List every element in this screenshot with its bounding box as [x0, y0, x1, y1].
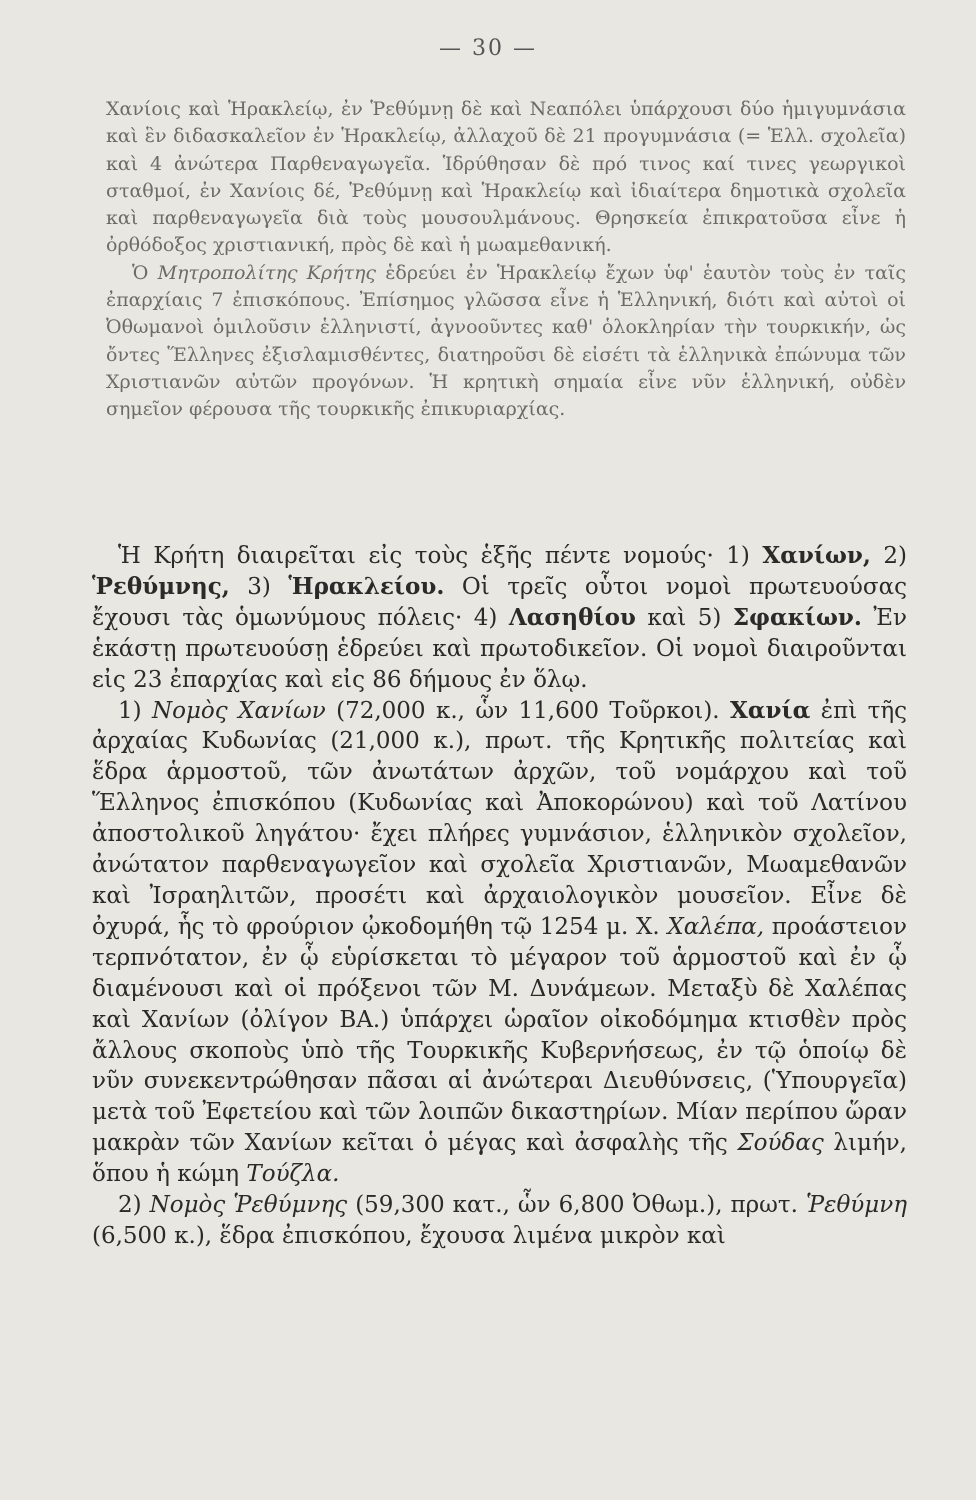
text-run: 2): [870, 543, 907, 569]
paragraph-prefectures: [92, 541, 907, 696]
paragraph-education: [106, 96, 906, 260]
text-run: Ὁ: [132, 261, 158, 284]
text-run: Οἱ τρεῖς οὗτοι νομοὶ πρωτευούσας ἔχουσι τὰς ὁμωνύμους πόλεις· 4): [92, 573, 907, 631]
text-run: λιμήν, ὅπου ἡ κώμη: [92, 1130, 907, 1188]
text-run: ἐπὶ τῆς ἀρχαίας Κυδωνίας (21,000 κ.), πρωτ. τῆς Κρητικῆς πολιτείας καὶ ἕδρα ἁρμοστοῦ, τῶν ἀνωτάτων ἀρχῶν, τοῦ νομάρχου καὶ τοῦ Ἕλληνος ἐπισκόπου (Κυδωνίας καὶ Ἀποκορώνου) καὶ τοῦ Λατίνου ἀποστολικοῦ ληγάτου· ἔχει πλήρες γυμνάσιον, ἑλληνικὸν σχολεῖον, ἀνώτατον παρθεναγωγεῖον καὶ σχολεῖα Χριστιανῶν, Μωαμεθανῶν καὶ Ἰσραηλιτῶν, προσέτι καὶ ἀρχαιολογικὸν μουσεῖον. Εἶνε δὲ ὀχυρά, ἧς τὸ φρούριον ᾠκοδομήθη τῷ 1254 μ. Χ.: [92, 697, 908, 940]
paragraph-metropolitan: [106, 260, 906, 424]
bold-prefecture: Ἡρακλείου.: [288, 572, 445, 600]
paragraph-chania: [92, 696, 907, 1191]
text-run: Ἐν ἑκάστῃ πρωτευούσῃ ἑδρεύει καὶ πρωτοδικεῖον. Οἱ νομοὶ διαιροῦνται εἰς 23 ἐπαρχίας καὶ εἰς 86 δήμους ἐν ὅλῳ.: [92, 604, 907, 693]
italic-term: Μητροπολίτης Κρήτης: [157, 261, 376, 284]
paragraph-rethymno: [92, 1190, 907, 1252]
italic-term: Ῥεθύμνη: [805, 1192, 907, 1219]
bold-prefecture: Ῥεθύμνης,: [92, 572, 230, 600]
bold-city: Χανία: [730, 696, 811, 724]
text-run: 2): [118, 1192, 150, 1219]
text-run: προάστειον τερπνότατον, ἐν ᾧ εὑρίσκεται τὸ μέγαρον τοῦ ἁρμοστοῦ καὶ ἐν ᾧ διαμένουσι καὶ οἱ πρόξενοι τῶν Μ. Δυνάμεων. Μεταξὺ δὲ Χαλέπας καὶ Χανίων (ὀλίγον ΒΑ.) ὑπάρχει ὡραῖον οἰκοδόμημα κτισθὲν πρὸς ἄλλους σκοποὺς ὑπὸ τῆς Τουρκικῆς Κυβερνήσεως, ἐν τῷ ὁποίῳ δὲ νῦν συνεκεντρώθησαν πᾶσαι αἱ ἀνώτεραι Διευθύνσεις, (Ὑπουργεῖα) μετὰ τοῦ Ἐφετείου καὶ τῶν λοιπῶν δικαστηρίων. Μίαν περίπου ὥραν μακρὰν τῶν Χανίων κεῖται ὁ μέγας καὶ ἀσφαλὴς τῆς: [92, 913, 908, 1157]
main-text-section: [92, 541, 907, 1252]
text-run: καὶ 5): [635, 604, 733, 631]
bold-prefecture: Σφακίων.: [732, 603, 862, 631]
text-run: 3): [229, 573, 289, 600]
text-run: (72,000 κ., ὧν 11,600 Τοῦρκοι).: [325, 697, 730, 724]
text-run: (6,500 κ.), ἕδρα ἐπισκόπου, ἔχουσα λιμένα μικρὸν καὶ: [92, 1222, 726, 1249]
italic-term: Τούζλα.: [246, 1161, 340, 1188]
text-run: 1): [118, 697, 153, 724]
text-run: Χανίοις καὶ Ἡρακλείῳ, ἐν Ῥεθύμνῃ δὲ καὶ Νεαπόλει ὑπάρχουσι δύο ἡμιγυμνάσια καὶ ἓν διδασκαλεῖον ἐν Ἡρακλείῳ, ἀλλαχοῦ δὲ 21 προγυμνάσια (= Ἑλλ. σχολεῖα) καὶ 4 ἀνώτερα Παρθεναγωγεῖα. Ἱδρύθησαν δὲ πρό τινος καί τινες γεωργικοὶ σταθμοί, ἐν Χανίοις δέ, Ῥεθύμνῃ καὶ Ἡρακλείῳ καὶ ἰδιαίτερα δημοτικὰ σχολεῖα καὶ παρθεναγωγεῖα διὰ τοὺς μουσουλμάνους. Θρησκεία ἐπικρατοῦσα εἶνε ἡ ὀρθόδοξος χριστιανική, πρὸς δὲ καὶ ἡ μωαμεθανική.: [106, 98, 906, 257]
text-run: Ἡ Κρήτη διαιρεῖται εἰς τοὺς ἑξῆς πέντε νομούς· 1): [118, 543, 763, 569]
page-number: — 30 —: [439, 36, 537, 61]
italic-term: Σούδας: [737, 1130, 824, 1157]
italic-term: Χαλέπα,: [667, 913, 765, 940]
bold-prefecture: Χανίων,: [762, 542, 871, 569]
text-run: ἑδρεύει ἐν Ἡρακλείῳ ἔχων ὑφ' ἑαυτὸν τοὺς ἐν ταῖς ἐπαρχίαις 7 ἐπισκόπους. Ἐπίσημος γλῶσσα εἶνε ἡ Ἑλληνική, διότι καὶ αὐτοὶ οἱ Ὀθωμανοὶ ὁμιλοῦσιν ἑλληνιστί, ἀγνοοῦντες καθ' ὁλοκληρίαν τὴν τουρκικήν, ὡς ὄντες Ἕλληνες ἐξισλαμισθέντες, διατηροῦσι δὲ εἰσέτι τὰ ἑλληνικὰ ἐπώνυμα τῶν Χριστιανῶν αὐτῶν προγόνων. Ἡ κρητικὴ σημαία εἶνε νῦν ἑλληνική, οὐδὲν σημεῖον φέρουσα τῆς τουρκικῆς ἐπικυριαρχίας.: [106, 261, 906, 421]
text-run: (59,300 κατ., ὧν 6,800 Ὀθωμ.), πρωτ.: [347, 1192, 806, 1219]
small-print-section: [106, 96, 906, 424]
bold-prefecture: Λασηθίου: [508, 603, 636, 631]
italic-term: Νομὸς Χανίων: [152, 697, 326, 724]
italic-term: Νομὸς Ῥεθύμνης: [149, 1192, 348, 1219]
